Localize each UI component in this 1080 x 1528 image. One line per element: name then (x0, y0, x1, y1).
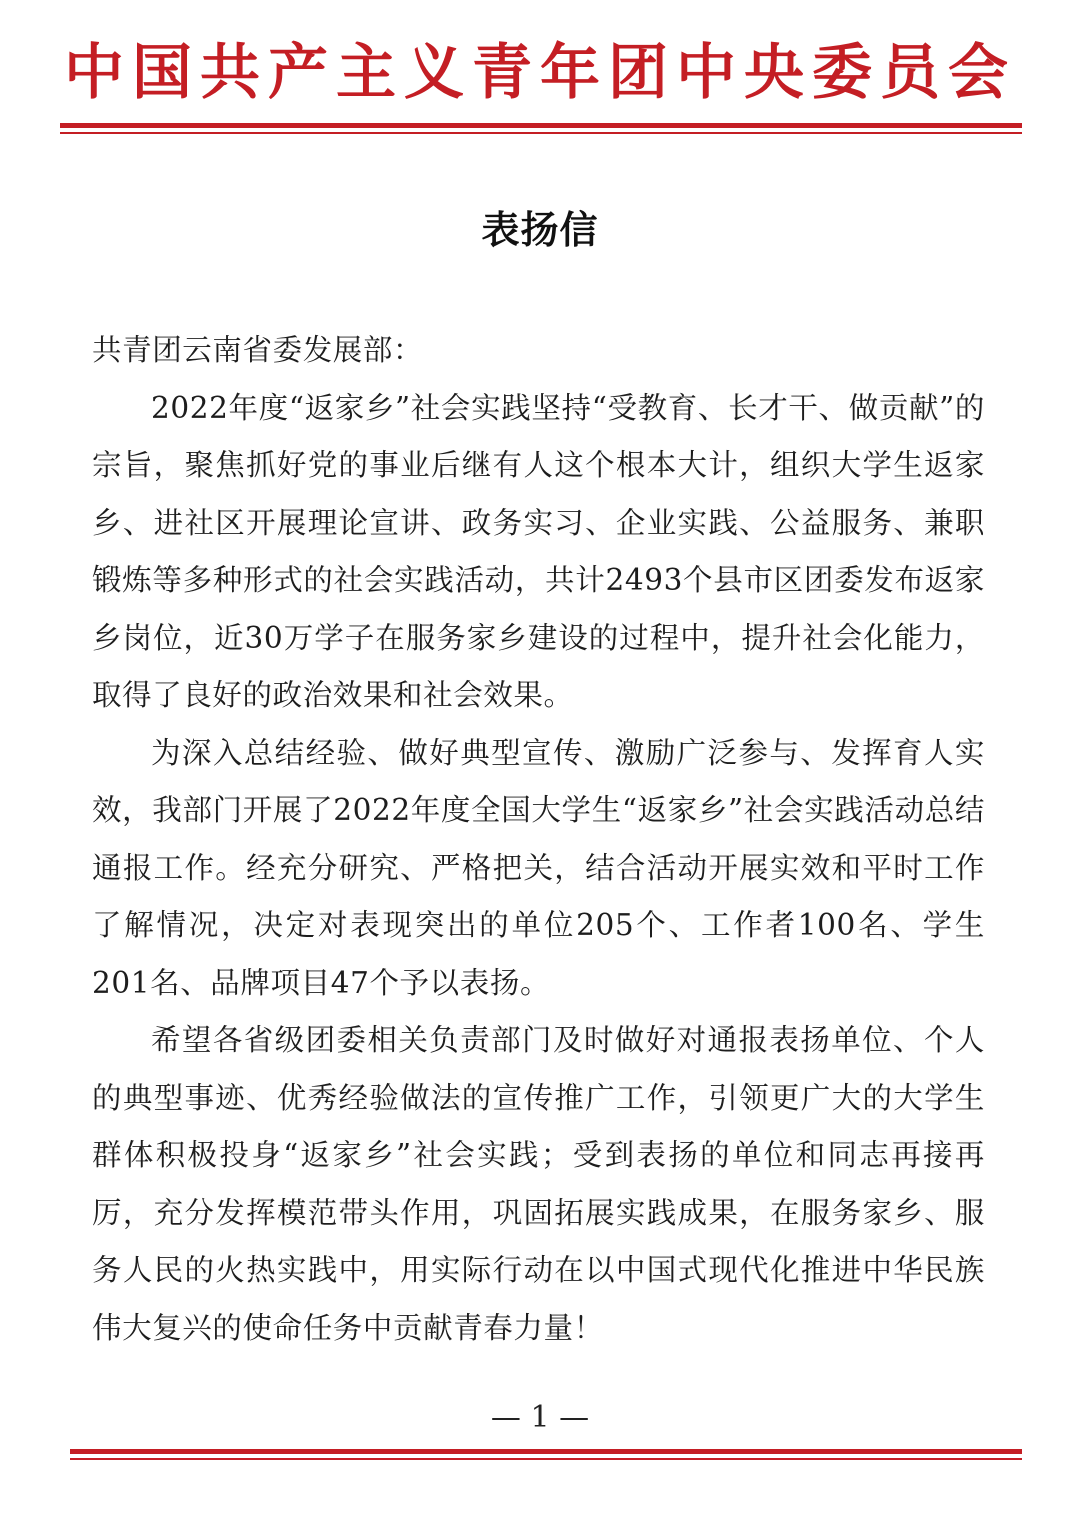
body-paragraph-2: 为深入总结经验、做好典型宣传、激励广泛参与、发挥育人实效，我部门开展了2022年度全国大学生“返家乡”社会实践活动总结通报工作。经充分研究、严格把关，结合活动开展实效和平时工作了解情况，决定对表现突出的单位205个、工作者100名、学生201名、品牌项目47个予以表扬。 (92, 735, 985, 1000)
salutation: 共青团云南省委发展部： (92, 333, 424, 367)
document-title: 表扬信 (481, 207, 599, 252)
letterhead-title: 中国共产主义青年团中央委员会 (64, 38, 1016, 108)
footer-thick-line (70, 1449, 1022, 1454)
footer-thin-line (70, 1458, 1022, 1460)
footer-divider (70, 1449, 1022, 1460)
letter-body (92, 322, 985, 1357)
page-number: — 1 — (490, 1400, 590, 1435)
body-paragraph-1: 2022年度“返家乡”社会实践坚持“受教育、长才干、做贡献”的宗旨，聚焦抓好党的事业后继有人这个根本大计，组织大学生返家乡、进社区开展理论宣讲、政务实习、企业实践、公益服务、兼职锻炼等多种形式的社会实践活动，共计2493个县市区团委发布返家乡岗位，近30万学子在服务家乡建设的过程中，提升社会化能力，取得了良好的政治效果和社会效果。 (92, 390, 985, 712)
body-paragraph-3: 希望各省级团委相关负责部门及时做好对通报表扬单位、个人的典型事迹、优秀经验做法的宣传推广工作，引领更广大的大学生群体积极投身“返家乡”社会实践；受到表扬的单位和同志再接再厉，充分发挥模范带头作用，巩固拓展实践成果，在服务家乡、服务人民的火热实践中，用实际行动在以中国式现代化推进中华民族伟大复兴的使命任务中贡献青春力量！ (92, 1023, 985, 1345)
divider-thin-line (60, 132, 1022, 134)
divider-thick-line (60, 123, 1022, 128)
letterhead-divider (60, 123, 1022, 134)
